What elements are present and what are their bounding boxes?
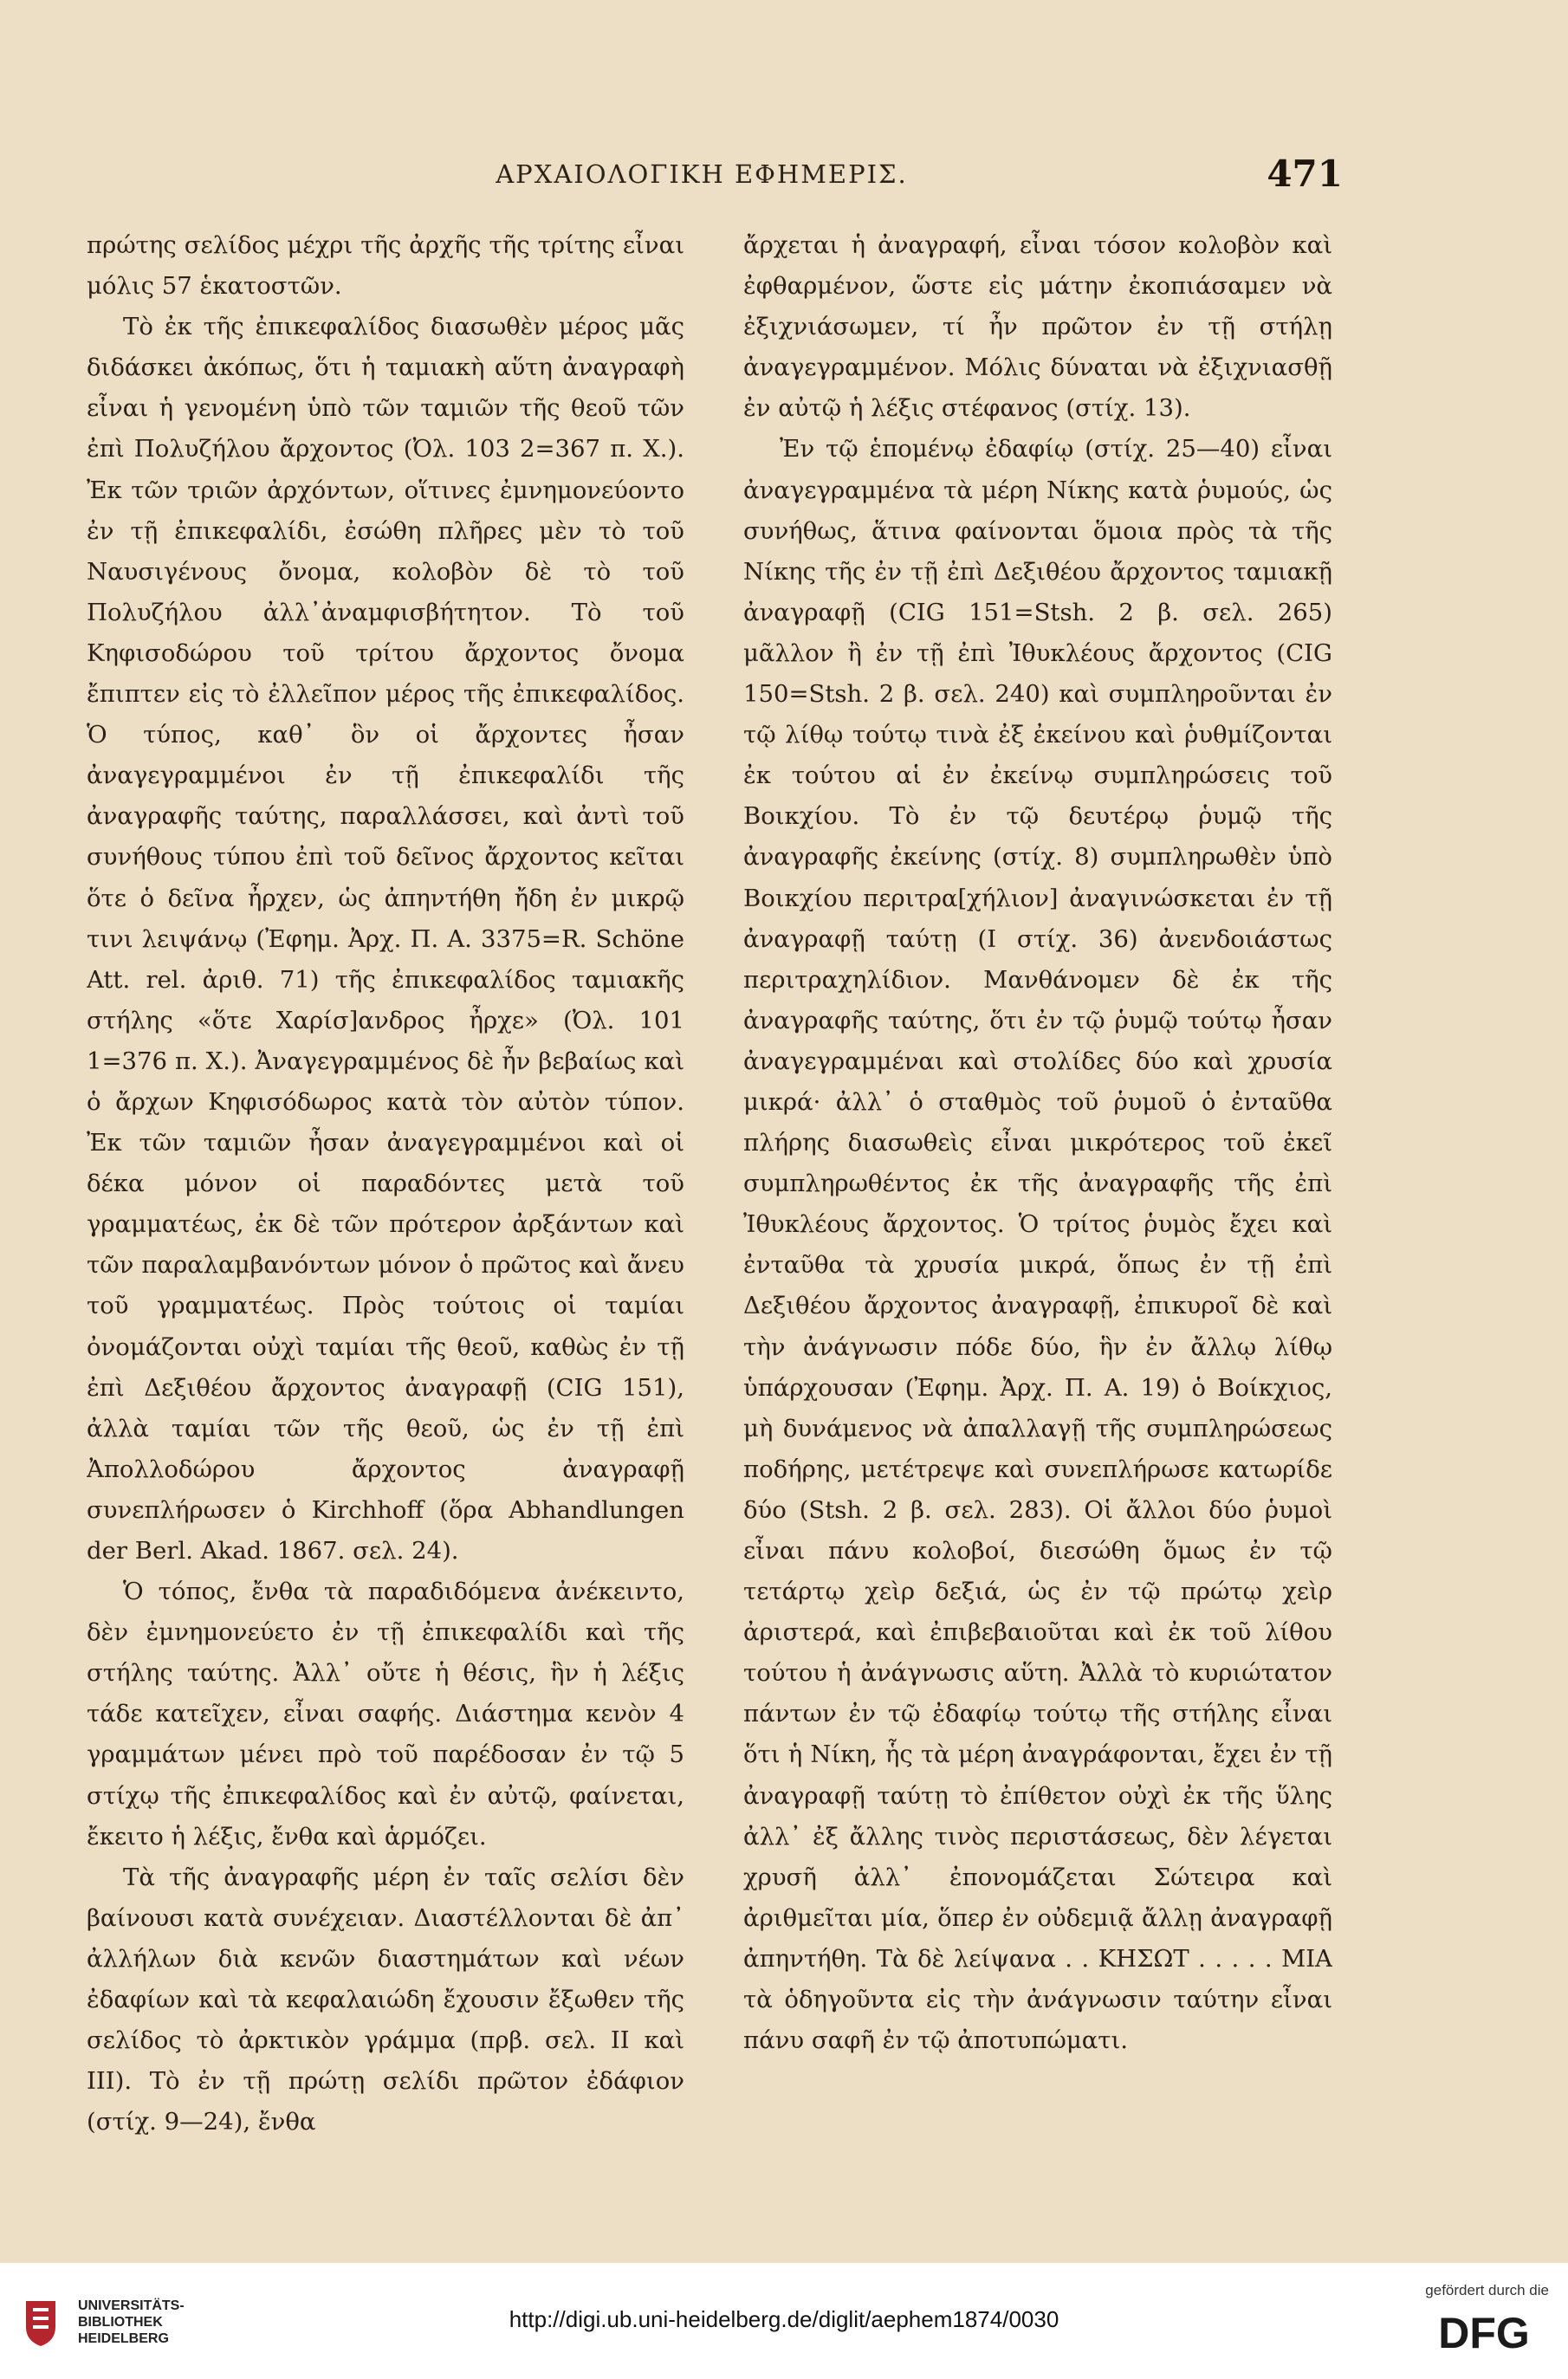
- left-column: [87, 225, 684, 2235]
- footer-bar: [0, 2263, 1568, 2379]
- library-name: UNIVERSITÄTS- BIBLIOTHEK HEIDELBERG: [78, 2298, 185, 2346]
- paragraph: Τὸ ἐκ τῆς ἐπικεφαλίδος διασωθὲν μέρος μᾶς διδάσκει ἀκόπως, ὅτι ἡ ταμιακὴ αὕτη ἀναγραφὴ εἶναι ἡ γενομένη ὑπὸ τῶν ταμιῶν τῆς θεοῦ τῶν ἐπὶ Πολυζήλου ἄρχοντος (Ὀλ. 103 2=367 π. Χ.). Ἐκ τῶν τριῶν ἀρχόντων, οἵτινες ἐμνημονεύοντο ἐν τῇ ἐπικεφαλίδι, ἐσώθη πλῆρες μὲν τὸ τοῦ Ναυσιγένους ὄνομα, κολοβὸν δὲ τὸ τοῦ Πολυζήλου ἀλλ᾽ἀναμφισβήτητον. Τὸ τοῦ Κηφισοδώρου τοῦ τρίτου ἄρχοντος ὄνομα ἔπιπτεν εἰς τὸ ἐλλεῖπον μέρος τῆς ἐπικεφαλίδος. Ὁ τύπος, καθ᾽ ὃν οἱ ἄρχοντες ἦσαν ἀναγεγραμμένοι ἐν τῇ ἐπικεφαλίδι τῆς ἀναγραφῆς ταύτης, παραλλάσσει, καὶ ἀντὶ τοῦ συνήθους τύπου ἐπὶ τοῦ δεῖνος ἄρχοντος κεῖται ὅτε ὁ δεῖνα ἦρχεν, ὡς ἀπηντήθη ἤδη ἐν μικρῷ τινι λειψάνῳ (Ἐφημ. Ἀρχ. Π. Α. 3375=R. Schöne Att. rel. ἀριθ. 71) τῆς ἐπικεφαλίδος ταμιακῆς στήλης «ὅτε Χαρίσ]ανδρος ἦρχε» (Ὀλ. 101 1=376 π. Χ.). Ἀναγεγραμμένος δὲ ἦν βεβαίως καὶ ὁ ἄρχων Κηφισόδωρος κατὰ τὸν αὐτὸν τύπον. Ἐκ τῶν ταμιῶν ἦσαν ἀναγεγραμμένοι καὶ οἱ δέκα μόνον οἱ παραδόντες μετὰ τοῦ γραμματέως, ἐκ δὲ τῶν πρότερον ἀρξάντων καὶ τῶν παραλαμβανόντων μόνον ὁ πρῶτος καὶ ἄνευ τοῦ γραμματέως. Πρὸς τούτοις οἱ ταμίαι ὀνομάζονται οὐχὶ ταμίαι τῆς θεοῦ, καθὼς ἐν τῇ ἐπὶ Δεξιθέου ἄρχοντος ἀναγραφῇ (CIG 151), ἀλλὰ ταμίαι τῶν τῆς θεοῦ, ὡς ἐν τῇ ἐπὶ Ἀπολλοδώρου ἄρχοντος ἀναγραφῇ συνεπλήρωσεν ὁ Kirchhoff (ὅρα Abhandlungen der Berl. Akad. 1867. σελ. 24).: [87, 313, 684, 1565]
- paragraph: Ἐν τῷ ἑπομένῳ ἐδαφίῳ (στίχ. 25—40) εἶναι ἀναγεγραμμένα τὰ μέρη Νίκης κατὰ ῥυμούς, ὡς συνήθως, ἅτινα φαίνονται ὅμοια πρὸς τὰ τῆς Νίκης τῆς ἐν τῇ ἐπὶ Δεξιθέου ἄρχοντος ταμιακῇ ἀναγραφῇ (CIG 151=Stsh. 2 β. σελ. 265) μᾶλλον ἢ ἐν τῇ ἐπὶ Ἰθυκλέους ἄρχοντος (CIG 150=Stsh. 2 β. σελ. 240) καὶ συμπληροῦνται ἐν τῷ λίθῳ τούτῳ τινὰ ἐξ ἐκείνου καὶ ῥυθμίζονται ἐκ τούτου αἱ ἐν ἐκείνῳ συμπληρώσεις τοῦ Βοικχίου. Τὸ ἐν τῷ δευτέρῳ ῥυμῷ τῆς ἀναγραφῆς ἐκείνης (στίχ. 8) συμπληρωθὲν ὑπὸ Βοικχίου περιτρα[χήλιον] ἀναγινώσκεται ἐν τῇ ἀναγραφῇ ταύτῃ (I στίχ. 36) ἀνενδοιάστως περιτραχηλίδιον. Μανθάνομεν δὲ ἐκ τῆς ἀναγραφῆς ταύτης, ὅτι ἐν τῷ ῥυμῷ τούτῳ ἦσαν ἀναγεγραμμέναι καὶ στολίδες δύο καὶ χρυσία μικρά· ἀλλ᾽ ὁ σταθμὸς τοῦ ῥυμοῦ ὁ ἐνταῦθα πλήρης διασωθεὶς εἶναι μικρότερος τοῦ ἐκεῖ συμπληρωθέντος ἐκ τῆς ἀναγραφῆς τῆς ἐπὶ Ἰθυκλέους ἄρχοντος. Ὁ τρίτος ῥυμὸς ἔχει καὶ ἐνταῦθα τὰ χρυσία μικρά, ὅπως ἐν τῇ ἐπὶ Δεξιθέου ἄρχοντος ἀναγραφῇ, ἐπικυροῖ δὲ καὶ τὴν ἀνάγνωσιν πόδε δύο, ἣν ἐν ἄλλῳ λίθῳ ὑπάρχουσαν (Ἐφημ. Ἀρχ. Π. Α. 19) ὁ Βοίκχιος, μὴ δυνάμενος νὰ ἀπαλλαγῇ τῆς συμπληρώσεως ποδήρης, μετέτρεψε καὶ συνεπλήρωσε κατωρίδε δύο (Stsh. 2 β. σελ. 283). Οἱ ἄλλοι δύο ῥυμοὶ εἶναι πάνυ κολοβοί, διεσώθη ὅμως ἐν τῷ τετάρτῳ χεὶρ δεξιά, ὡς ἐν τῷ πρώτῳ χεὶρ ἀριστερά, καὶ ἐπιβεβαιοῦται καὶ ἐκ τοῦ λίθου τούτου ἡ ἀνάγνωσις αὕτη. Ἀλλὰ τὸ κυριώτατον πάντων ἐν τῷ ἐδαφίῳ τούτῳ τῆς στήλης εἶναι ὅτι ἡ Νίκη, ἧς τὰ μέρη ἀναγράφονται, ἔχει ἐν τῇ ἀναγραφῇ ταύτῃ τὸ ἐπίθετον οὐχὶ ἐκ τῆς ὕλης ἀλλ᾽ ἐξ ἄλλης τινὸς περιστάσεως, δὲν λέγεται χρυσῆ ἀλλ᾽ ἐπονομάζεται Σώτειρα καὶ ἀριθμεῖται μία, ὅπερ ἐν οὐδεμιᾷ ἄλλῃ ἀναγραφῇ ἀπηντήθη. Τὰ δὲ λείψανα . . ΚΗΣΩΤ . . . . . ΜΙΑ τὰ ὁδηγοῦντα εἰς τὴν ἀνάγνωσιν ταύτην εἶναι πάνυ σαφῆ ἐν τῷ ἀποτυπώματι.: [743, 435, 1332, 2055]
- page-number: 471: [1267, 152, 1343, 195]
- paragraph: Ὁ τόπος, ἔνθα τὰ παραδιδόμενα ἀνέκειντο, δὲν ἐμνημονεύετο ἐν τῇ ἐπικεφαλίδι καὶ τῆς στήλης ταύτης. Ἀλλ᾽ οὔτε ἡ θέσις, ἣν ἡ λέξις τάδε κατεῖχεν, εἶναι σαφής. Διάστημα κενὸν 4 γραμμάτων μένει πρὸ τοῦ παρέδοσαν ἐν τῷ 5 στίχῳ τῆς ἐπικεφαλίδος καὶ ἐν αὐτῷ, φαίνεται, ἔκειτο ἡ λέξις, ἔνθα καὶ ἁρμόζει.: [87, 1578, 684, 1851]
- paragraph: πρώτης σελίδος μέχρι τῆς ἀρχῆς τῆς τρίτης εἶναι μόλις 57 ἑκατοστῶν.: [87, 231, 684, 301]
- paragraph: ἄρχεται ἡ ἀναγραφή, εἶναι τόσον κολοβὸν καὶ ἐφθαρμένον, ὥστε εἰς μάτην ἐκοπιάσαμεν νὰ ἐξιχνιάσωμεν, τί ἦν πρῶτον ἐν τῇ στήλῃ ἀναγεγραμμένον. Μόλις δύναται νὰ ἐξιχνιασθῇ ἐν αὐτῷ ἡ λέξις στέφανος (στίχ. 13).: [743, 231, 1332, 423]
- funding-note: gefördert durch die: [1425, 2282, 1549, 2298]
- dfg-logo-icon: [1419, 2304, 1549, 2356]
- source-url[interactable]: http://digi.ub.uni-heidelberg.de/diglit/aephem1874/0030: [509, 2306, 1059, 2332]
- right-column: [743, 225, 1332, 2235]
- paragraph: Τὰ τῆς ἀναγραφῆς μέρη ἐν ταῖς σελίσι δὲν βαίνουσι κατὰ συνέχειαν. Διαστέλλονται δὲ ἀπ᾽ ἀλλήλων διὰ κενῶν διαστημάτων καὶ νέων ἐδαφίων καὶ τὰ κεφαλαιώδη ἔχουσιν ἔξωθεν τῆς σελίδος τὸ ἀρκτικὸν γράμμα (πρβ. σελ. II καὶ III). Τὸ ἐν τῇ πρώτῃ σελίδι πρῶτον ἐδάφιον (στίχ. 9—24), ἔνθα: [87, 1863, 684, 2136]
- svg-text:DFG: DFG: [1438, 2309, 1530, 2356]
- running-title: ΑΡΧΑΙΟΛΟΓΙΚΗ ΕΦΗΜΕΡΙΣ.: [496, 159, 908, 189]
- page-header: [61, 152, 1343, 195]
